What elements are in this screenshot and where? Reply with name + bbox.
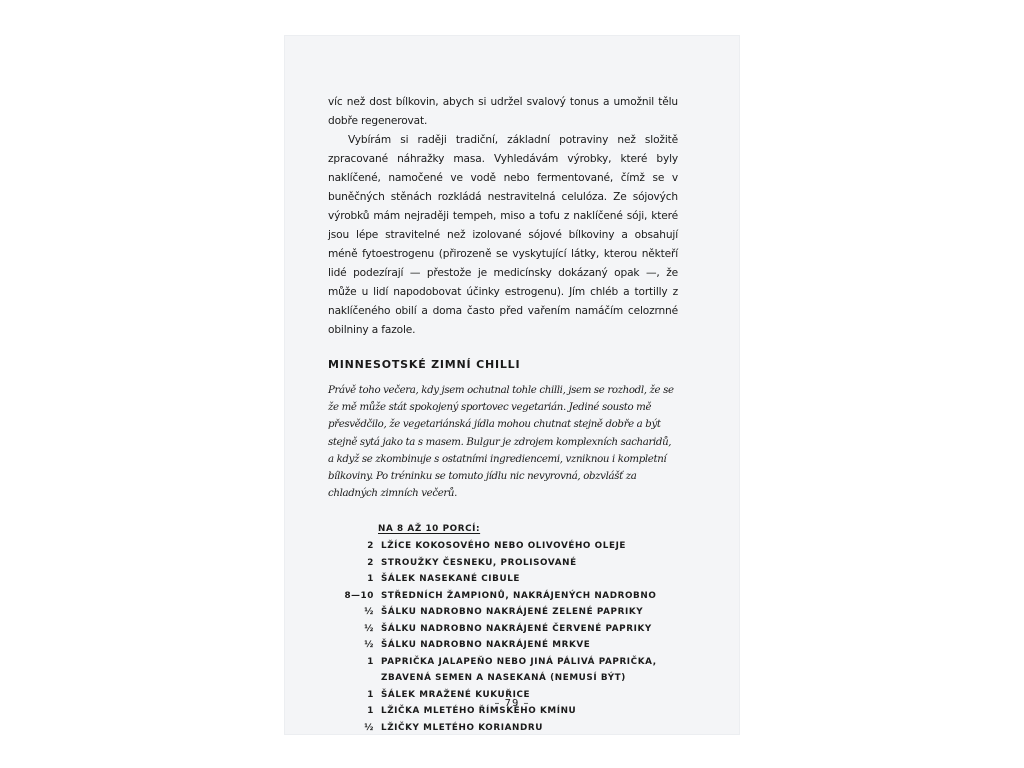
ingredient-qty: 1 — [367, 656, 374, 667]
ingredient-row — [328, 621, 678, 638]
page-number: – 79 – — [494, 698, 530, 709]
recipe-title: MINNESOTSKÉ ZIMNÍ CHILLI — [328, 358, 521, 371]
ingredient-qty: ½ — [364, 607, 374, 618]
ingredient-row — [328, 720, 678, 737]
ingredient-row — [328, 670, 678, 687]
body-paragraph-2: Vybírám si raději tradiční, základní potraviny než složitě zpracované náhražky masa. Vyhledávám výrobky, které byly naklíčené, namočené ve vodě nebo fermentované, čímž se v buněčných stěnách rozkládá nestravitelná celulóza. Ze sójových výrobků mám nejraději tempeh, miso a tofu z naklíčené sóji, které jsou lépe stravitelné než izolované sójové bílkoviny a obsahují méně fytoestrogenu (přirozeně se vyskytující látky, kterou někteří lidé podezírají — přestože je medicínsky dokázaný opak —, že může u lidí napodobovat účinky estrogenu). Jím chléb a tortilly z naklíčeného obilí a doma často před vařením namáčím celozrnné obilniny a fazole. — [328, 134, 678, 336]
page-content — [328, 93, 678, 736]
ingredient-qty: 1 — [367, 706, 374, 717]
ingredient-row — [328, 588, 678, 605]
ingredient-name: LŽIČKY MLETÉHO KORIANDRU — [381, 722, 543, 733]
ingredient-name: ŠÁLKU NADROBNO NAKRÁJENÉ ČERVENÉ PAPRIKY — [381, 623, 652, 634]
ingredient-qty: ½ — [364, 722, 374, 733]
ingredient-qty: ½ — [364, 623, 374, 634]
ingredient-row — [328, 555, 678, 572]
servings-heading: NA 8 AŽ 10 PORCÍ: — [378, 524, 481, 535]
ingredient-name: LŽIČKA MLETÉHO ŘÍMSKÉHO KMÍNU — [381, 706, 577, 717]
ingredient-qty: 8—10 — [344, 590, 374, 601]
ingredient-name: STŘEDNÍCH ŽAMPIONŮ, NAKRÁJENÝCH NADROBNO — [381, 590, 657, 601]
ingredient-qty: 1 — [367, 689, 374, 700]
body-paragraph-1: víc než dost bílkovin, abych si udržel svalový tonus a umožnil tělu dobře regenerovat. — [328, 96, 678, 127]
ingredient-qty: 2 — [367, 541, 374, 552]
ingredient-name: PAPRIČKA JALAPEŇO NEBO JINÁ PÁLIVÁ PAPRIČKA, — [381, 656, 657, 667]
ingredient-name: LŽÍCE KOKOSOVÉHO NEBO OLIVOVÉHO OLEJE — [381, 541, 627, 552]
ingredient-row — [328, 654, 678, 671]
book-page — [284, 35, 740, 735]
ingredient-name: ŠÁLKU NADROBNO NAKRÁJENÉ MRKVE — [381, 640, 591, 651]
ingredient-row — [328, 604, 678, 621]
ingredient-qty: 1 — [367, 574, 374, 585]
ingredient-row — [328, 538, 678, 555]
recipe-intro: Právě toho večera, kdy jsem ochutnal tohle chilli, jsem se rozhodl, že se že mě může stát spokojený sportovec vegetarián. Jediné sousto mě přesvědčilo, že vegetariánská jídla mohou chutnat stejně dobře a být stejně sytá jako ta s masem. Bulgur je zdrojem komplexních sacharidů, a když se zkombinuje s ostatními ingrediencemi, vzniknou i kompletní bílkoviny. Po tréninku se tomuto jídlu nic nevyrovná, obzvlášť za chladných zimních večerů. — [328, 385, 674, 500]
ingredient-name: STROUŽKY ČESNEKU, PROLISOVANÉ — [381, 557, 577, 568]
ingredient-row — [328, 571, 678, 588]
ingredient-name: ZBAVENÁ SEMEN A NASEKANÁ (NEMUSÍ BÝT) — [381, 673, 626, 684]
ingredient-qty: ½ — [364, 640, 374, 651]
ingredient-row — [328, 637, 678, 654]
ingredient-qty: 2 — [367, 557, 374, 568]
ingredient-name: ŠÁLEK MRAŽENÉ KUKUŘICE — [381, 689, 531, 700]
ingredient-name: ŠÁLKU NADROBNO NAKRÁJENÉ ZELENÉ PAPRIKY — [381, 607, 644, 618]
ingredient-name: ŠÁLEK NASEKANÉ CIBULE — [381, 574, 521, 585]
